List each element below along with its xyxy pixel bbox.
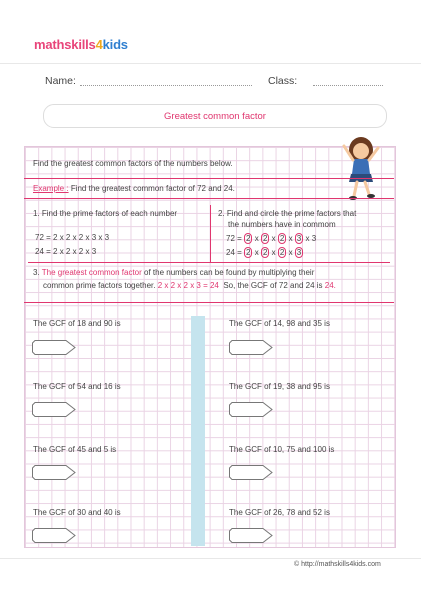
class-label: Class:: [268, 75, 298, 87]
step2-row1: 72 = 2 x 2 x 2 x 3 x 3: [226, 234, 317, 243]
question-8: The GCF of 26, 78 and 52 is: [229, 508, 330, 517]
answer-box[interactable]: [229, 465, 273, 480]
answer-box[interactable]: [229, 340, 273, 355]
step3-line1: 3. The greatest common factor of the numbers can be found by multiplying their: [33, 268, 315, 277]
step1-line1: 72 = 2 x 2 x 2 x 3 x 3: [35, 233, 110, 242]
step1-heading: 1. Find the prime factors of each number: [33, 209, 178, 218]
step2-heading-line2: the numbers have in commom: [228, 220, 336, 229]
center-column: [191, 316, 205, 546]
divider-line: [24, 178, 394, 179]
answer-box[interactable]: [32, 465, 76, 480]
name-field[interactable]: [80, 85, 252, 86]
divider-line: [24, 302, 394, 303]
instructions: Find the greatest common factors of the numbers below.: [33, 159, 233, 168]
answer-box[interactable]: [32, 340, 76, 355]
step3-line2: common prime factors together. 2 x 2 x 2 x 3 = 24 So, the GCF of 72 and 24 is 24.: [43, 281, 336, 290]
answer-box[interactable]: [32, 402, 76, 417]
step2-row2: 24 = 2 x 2 x 2 x 3: [226, 248, 302, 257]
answer-box[interactable]: [32, 528, 76, 543]
footer-url: © http://mathskills4kids.com: [294, 561, 381, 568]
question-5: The GCF of 45 and 5 is: [33, 445, 117, 454]
class-field[interactable]: [313, 85, 383, 86]
question-1: The GCF of 18 and 90 is: [33, 319, 121, 328]
divider-line: [24, 198, 394, 199]
site-logo: mathskills4kids: [34, 37, 128, 52]
question-4: The GCF of 19, 38 and 95 is: [229, 382, 330, 391]
girl-illustration: [336, 130, 386, 202]
answer-box[interactable]: [229, 528, 273, 543]
answer-box[interactable]: [229, 402, 273, 417]
title-box: [43, 104, 387, 128]
step2-heading-line1: 2. Find and circle the prime factors that: [218, 209, 357, 218]
name-label: Name:: [45, 75, 76, 87]
divider-line: [28, 262, 390, 263]
footer-divider: [0, 558, 421, 559]
header-divider: [0, 63, 421, 64]
question-3: The GCF of 54 and 16 is: [33, 382, 121, 391]
step-divider: [210, 205, 211, 262]
question-2: The GCF of 14, 98 and 35 is: [229, 319, 330, 328]
step1-line2: 24 = 2 x 2 x 2 x 3: [35, 247, 97, 256]
example-line: Example : Find the greatest common factor of 72 and 24.: [33, 184, 235, 193]
page-title: Greatest common factor: [164, 110, 266, 122]
question-6: The GCF of 10, 75 and 100 is: [229, 445, 335, 454]
question-7: The GCF of 30 and 40 is: [33, 508, 121, 517]
